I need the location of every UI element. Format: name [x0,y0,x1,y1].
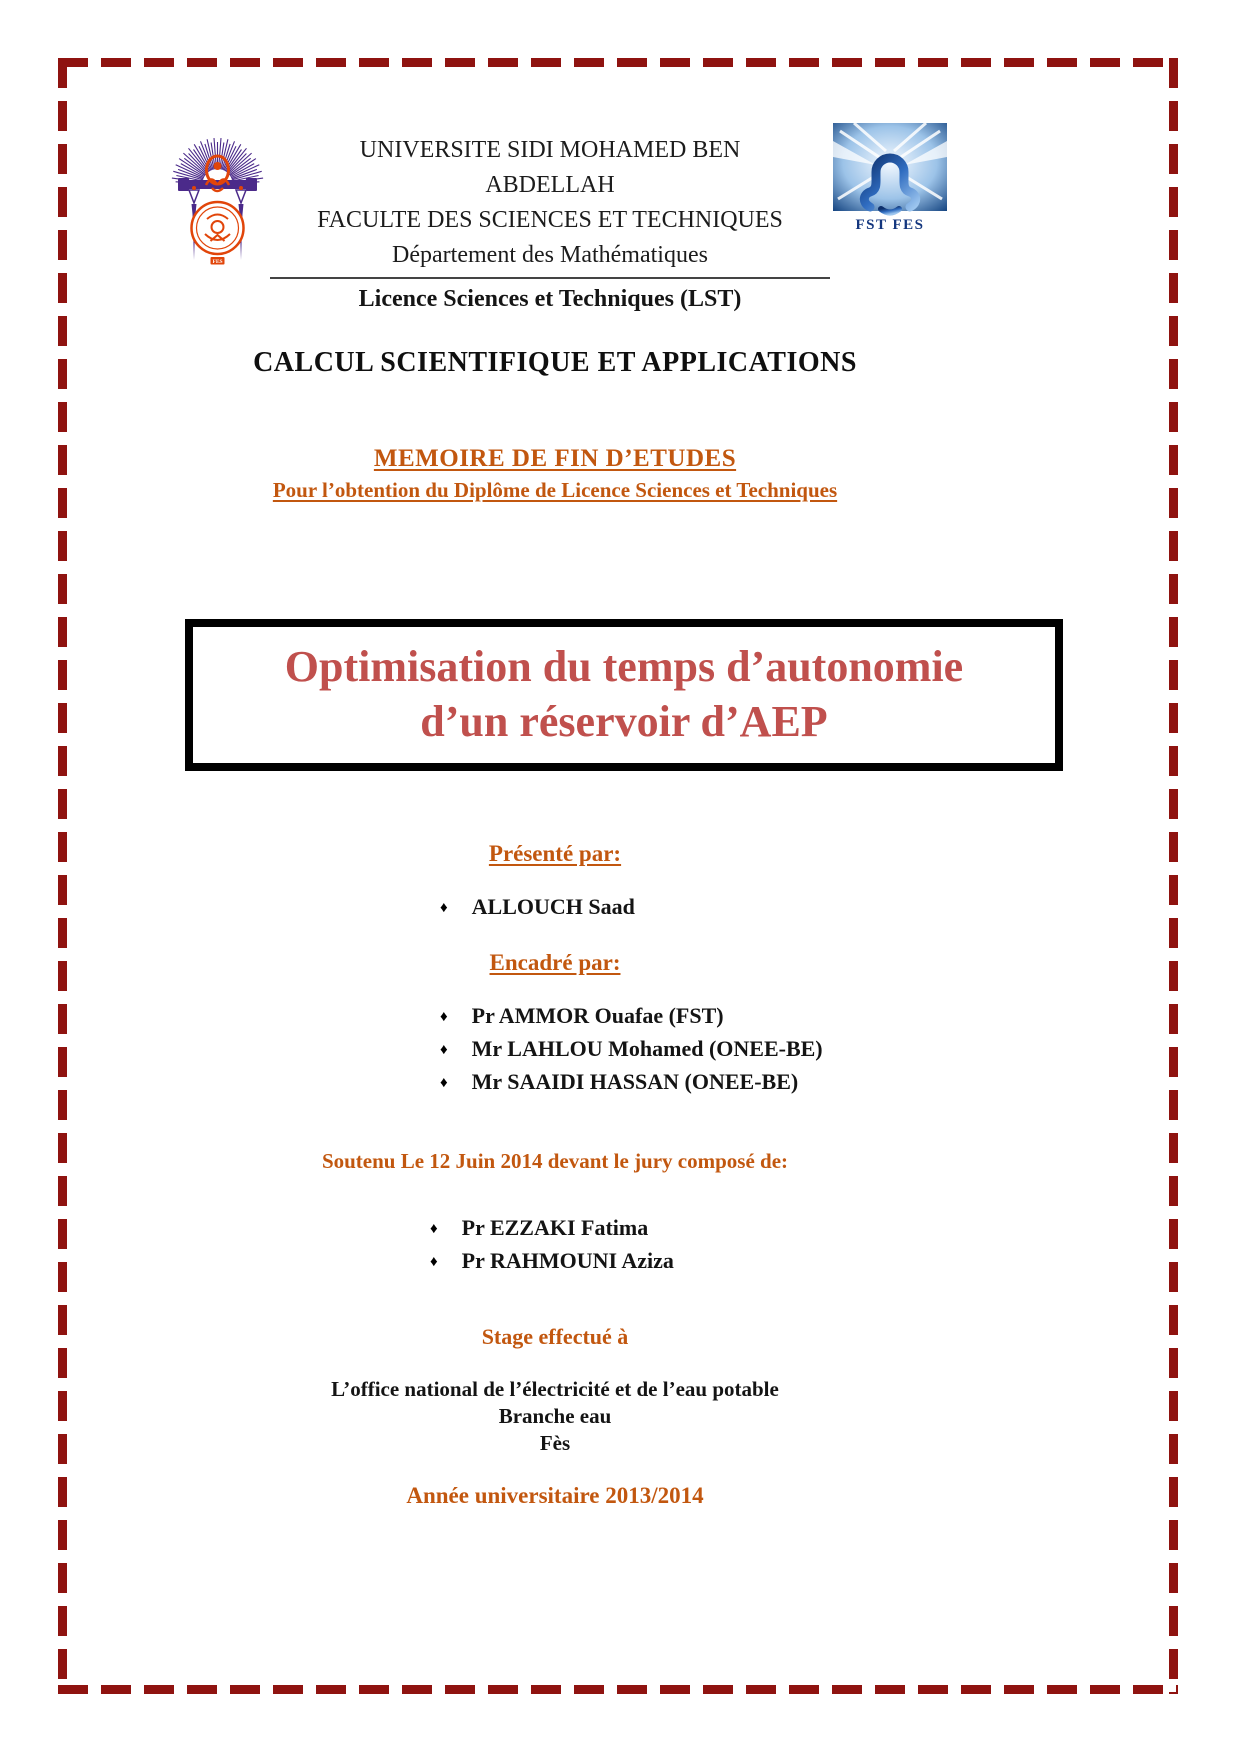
diamond-bullet-icon: ♦ [440,1009,448,1025]
memoire-title: MEMOIRE DE FIN D’ETUDES [373,445,737,472]
department-name: Département des Mathématiques [392,242,708,268]
thesis-title-box [185,619,1063,771]
faculty-name: FACULTE DES SCIENCES ET TECHNIQUES [317,207,783,233]
cover-page [70,70,1170,1509]
university-name-line1: UNIVERSITE SIDI MOHAMED BEN [359,137,741,163]
header [165,125,950,313]
page-border-right [1169,58,1178,1694]
header-text-block [270,125,830,313]
presented-by-heading: Présenté par: [488,841,622,866]
list-item [430,1212,674,1245]
internship-heading: Stage effectué à [481,1324,629,1349]
emblem-caption: FES [212,259,223,265]
fst-fes-logo-caption: FST FES [855,217,925,233]
author-name: ALLOUCH Saad [471,894,635,919]
supervisor-name: Mr SAAIDI HASSAN (ONEE-BE) [471,1069,799,1094]
supervisor-name: Pr AMMOR Ouafae (FST) [471,1003,724,1028]
torch-nib-right [236,190,246,203]
internship-organization: L’office national de l’électricité et de l’eau potable [331,1377,779,1401]
diamond-bullet-icon: ♦ [430,1254,438,1270]
field-title: CALCUL SCIENTIFIQUE ET APPLICATIONS [253,347,857,378]
academic-year: Année universitaire 2013/2014 [406,1483,704,1508]
thesis-title-line2: d’un réservoir d’AEP [420,697,828,746]
jury-list [430,1212,674,1278]
diamond-bullet-icon: ♦ [440,1042,448,1058]
page-border-top [58,58,1178,67]
supervised-by-heading: Encadré par: [489,950,621,975]
university-name-block [270,133,830,279]
obtention-subtitle: Pour l’obtention du Diplôme de Licence Sciences et Techniques [272,478,838,502]
diamond-bullet-icon: ♦ [440,900,448,916]
diamond-bullet-icon: ♦ [430,1221,438,1237]
jury-member-name: Pr RAHMOUNI Aziza [461,1248,674,1273]
thesis-title-line1: Optimisation du temps d’autonomie [284,642,964,691]
internship-location-block [70,1376,1040,1457]
university-emblem-logo [165,128,270,273]
supervised-by-list [440,1000,823,1099]
list-item [430,1245,674,1278]
fst-fes-logo [830,123,950,235]
program-name: Licence Sciences et Techniques (LST) [358,286,742,312]
university-name-line2: ABDELLAH [485,172,615,198]
presented-by-list [440,891,635,924]
diamond-bullet-icon: ♦ [440,1075,448,1091]
list-item [440,1033,823,1066]
list-item [440,1000,823,1033]
supervisor-name: Mr LAHLOU Mohamed (ONEE-BE) [471,1036,823,1061]
page-border-left [58,58,67,1694]
list-item [440,891,635,924]
list-item [440,1066,823,1099]
jury-member-name: Pr EZZAKI Fatima [461,1215,649,1240]
page-border-bottom [58,1685,1178,1694]
torch-nib-left [189,190,199,203]
defense-heading: Soutenu Le 12 Juin 2014 devant le jury composé de: [321,1149,789,1173]
internship-branch: Branche eau [498,1404,612,1428]
internship-city: Fès [539,1431,571,1455]
